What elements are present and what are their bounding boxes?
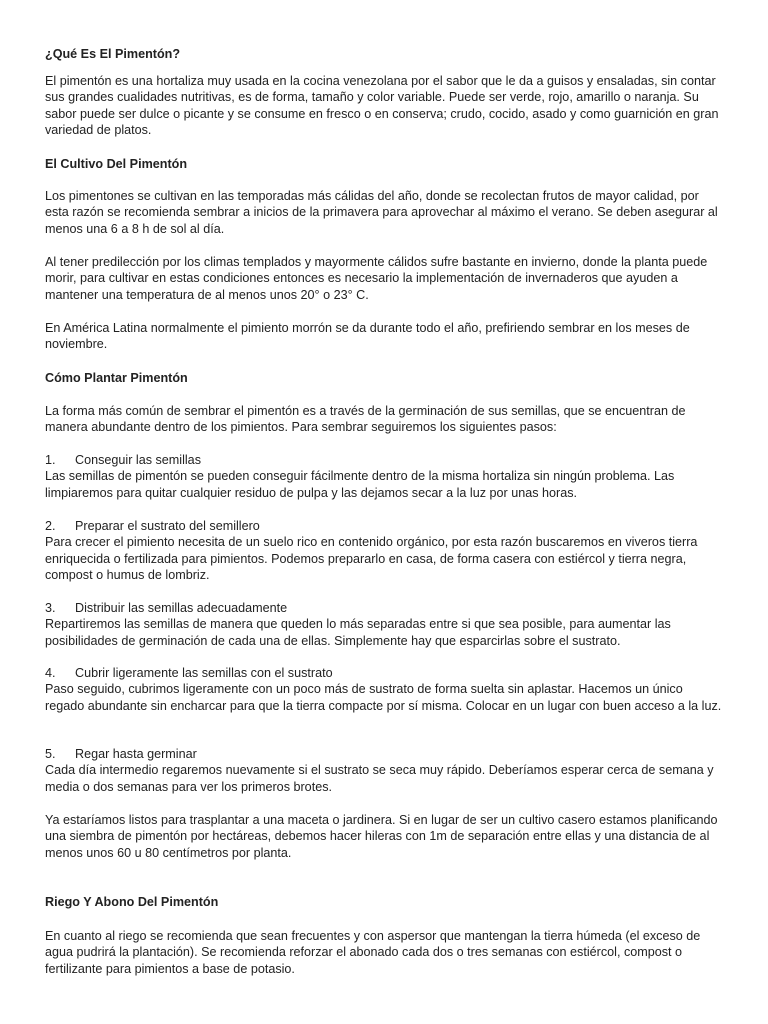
step-text: Cada día intermedio regaremos nuevamente si el sustrato se seca muy rápido. Deberíamos esperar cerca de semana y media o dos semanas para ver los primeros brotes. <box>45 763 714 794</box>
paragraph-cultivo-1: Los pimentones se cultivan en las temporadas más cálidas del año, donde se recolectan frutos de mayor calidad, por esta razón se recomienda sembrar a inicios de la primavera para aprovechar al máximo el verano. Se deben asegurar al menos una 6 a 8 h de sol al día. <box>45 189 718 236</box>
step-title: 5. Regar hasta germinar <box>45 747 197 761</box>
heading-riego: Riego Y Abono Del Pimentón <box>45 895 219 909</box>
heading-como-plantar: Cómo Plantar Pimentón <box>45 371 188 385</box>
step-item <box>45 665 725 714</box>
heading-cultivo: El Cultivo Del Pimentón <box>45 157 188 171</box>
step-text: Paso seguido, cubrimos ligeramente con un poco más de sustrato de forma suelta sin aplastar. Hacemos un único regado abundante sin encharcar para que la tierra compacte por sí misma. Colocar en un lugar con buen acceso a la luz. <box>45 682 722 713</box>
step-title: 1. Conseguir las semillas <box>45 453 201 467</box>
paragraph-cultivo-3: En América Latina normalmente el pimiento morrón se da durante todo el año, prefiriendo sembrar en los meses de noviembre. <box>45 321 690 352</box>
step-title: 2. Preparar el sustrato del semillero <box>45 519 260 533</box>
step-text: Las semillas de pimentón se pueden conseguir fácilmente dentro de la misma hortaliza sin ningún problema. Las limpiaremos para quitar cualquier residuo de pulpa y las dejamos secar a la luz por unas horas. <box>45 469 675 500</box>
paragraph-plantar-intro: La forma más común de sembrar el pimentón es a través de la germinación de sus semillas, que se encuentran de manera abundante dentro de los pimientos. Para sembrar seguiremos los siguientes pasos: <box>45 404 686 435</box>
step-item <box>45 746 725 795</box>
paragraph-intro: El pimentón es una hortaliza muy usada en la cocina venezolana por el sabor que le da a guisos y ensaladas, sin contar sus grandes cualidades nutritivas, es de forma, tamaño y color variable. Puede ser verde, rojo, amarillo o naranja. Su sabor puede ser dulce o picante y se consume en fresco o en conserva; crudo, cocido, asado y como guarnición en gran variedad de platos. <box>45 74 719 138</box>
step-title: 3. Distribuir las semillas adecuadamente <box>45 601 288 615</box>
step-title: 4. Cubrir ligeramente las semillas con el sustrato <box>45 666 333 680</box>
paragraph-riego: En cuanto al riego se recomienda que sean frecuentes y con aspersor que mantengan la tierra húmeda (el exceso de agua pudrirá la plantación). Se recomienda reforzar el abonado cada dos o tres semanas con estiércol, compost o fertilizante para pimientos a base de potasio. <box>45 929 701 976</box>
step-text: Repartiremos las semillas de manera que queden lo más separadas entre si que sea posible, para aumentar las posibilidades de germinación de cada una de ellas. Simplemente hay que esparcirlas sobre el sustrato. <box>45 617 671 648</box>
step-item <box>45 452 725 501</box>
step-item <box>45 518 725 584</box>
heading-que-es: ¿Qué Es El Pimentón? <box>45 47 181 61</box>
step-text: Para crecer el pimiento necesita de un suelo rico en contenido orgánico, por esta razón buscaremos en viveros tierra enriquecida o fertilizada para pimientos. Podemos prepararlo en casa, de forma casera con estiércol y tierra negra, compost o humus de lombriz. <box>45 535 698 583</box>
paragraph-cultivo-2: Al tener predilección por los climas templados y mayormente cálidos sufre bastante en invierno, donde la planta puede morir, para cultivar en estas condiciones entonces es necesario la implementación de invernaderos que ayuden a mantener una temperatura de al menos unos 20° o 23° C. <box>45 255 708 302</box>
step-item <box>45 600 725 649</box>
paragraph-trasplantar: Ya estaríamos listos para trasplantar a una maceta o jardinera. Si en lugar de ser un cultivo casero estamos planificando una siembra de pimentón por hectáreas, debemos hacer hileras con 1m de separación entre ellas y una distancia de al menos unos 60 u 80 centímetros por planta. <box>45 813 718 860</box>
